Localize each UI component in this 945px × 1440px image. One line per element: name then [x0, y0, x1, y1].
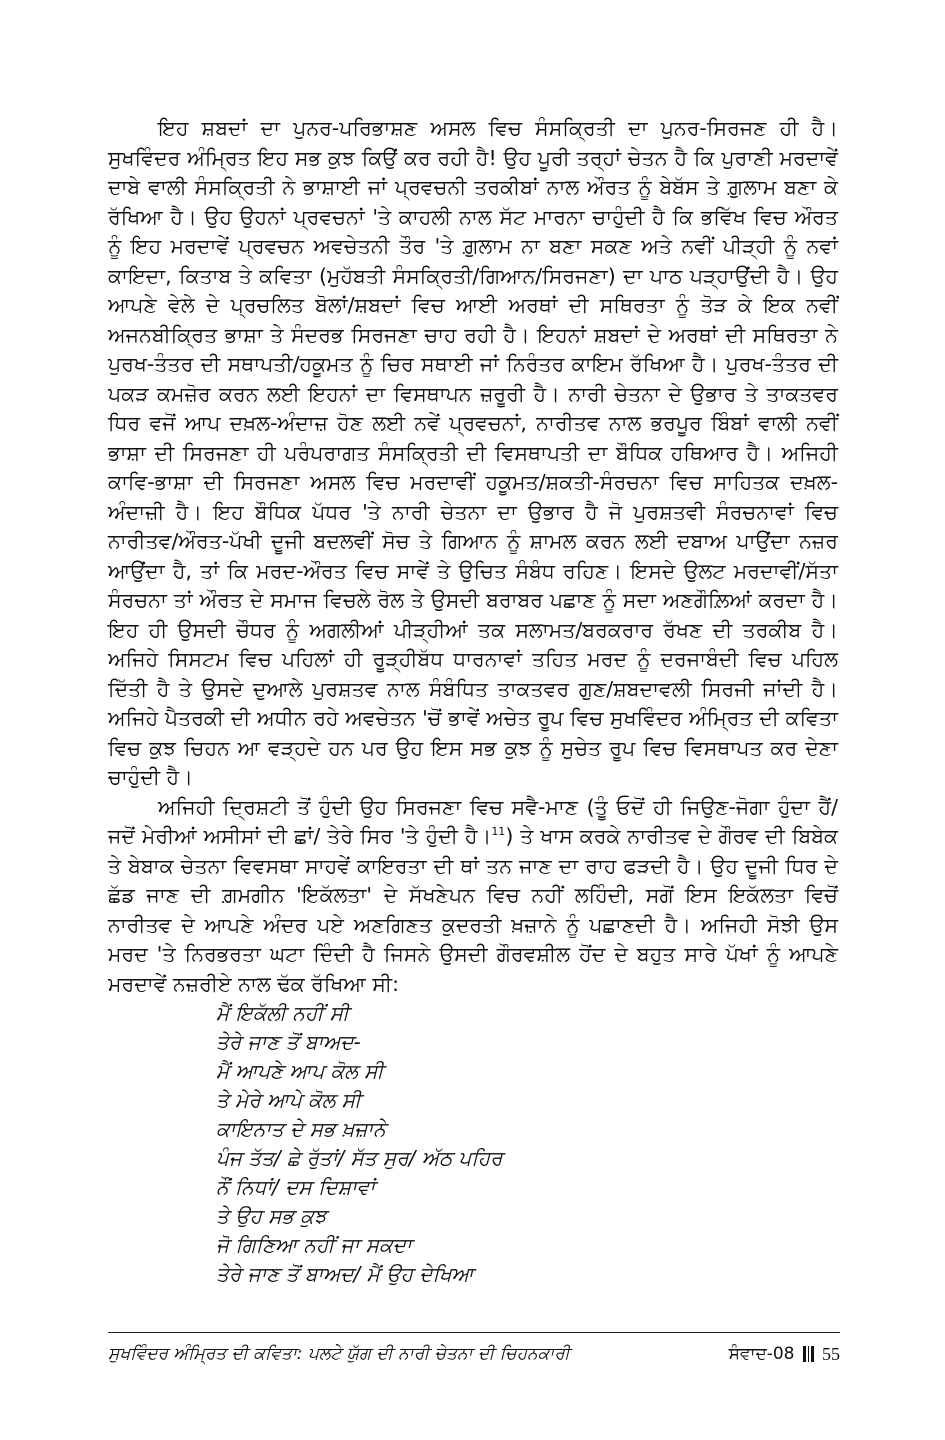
- footnote-ref[interactable]: 11: [491, 825, 506, 839]
- paragraph-1: ਇਹ ਸ਼ਬਦਾਂ ਦਾ ਪੁਨਰ-ਪਰਿਭਾਸ਼ਣ ਅਸਲ ਵਿਚ ਸੰਸਕ੍ਰਿਤੀ ਦਾ ਪੁਨਰ-ਸਿਰਜਣ ਹੀ ਹੈ। ਸੁਖਵਿੰਦਰ ਅੰਮ੍ਰਿਤ ਇਹ ਸਭ ਕੁਝ ਕਿਉਂ ਕਰ ਰਹੀ ਹੈ! ਉਹ ਪੂਰੀ ਤਰ੍ਹਾਂ ਚੇਤਨ ਹੈ ਕਿ ਪੁਰਾਣੀ ਮਰਦਾਵੇਂ ਦਾਬੇ ਵਾਲੀ ਸੰਸਕ੍ਰਿਤੀ ਨੇ ਭਾਸ਼ਾਈ ਜਾਂ ਪ੍ਰਵਚਨੀ ਤਰਕੀਬਾਂ ਨਾਲ ਔਰਤ ਨੂੰ ਬੇਬੱਸ ਤੇ ਗ਼ੁਲਾਮ ਬਣਾ ਕੇ ਰੱਖਿਆ ਹੈ। ਉਹ ਉਹਨਾਂ ਪ੍ਰਵਚਨਾਂ 'ਤੇ ਕਾਹਲੀ ਨਾਲ ਸੱਟ ਮਾਰਨਾ ਚਾਹੁੰਦੀ ਹੈ ਕਿ ਭਵਿੱਖ ਵਿਚ ਔਰਤ ਨੂੰ ਇਹ ਮਰਦਾਵੇਂ ਪ੍ਰਵਚਨ ਅਵਚੇਤਨੀ ਤੌਰ 'ਤੇ ਗ਼ੁਲਾਮ ਨਾ ਬਣਾ ਸਕਣ ਅਤੇ ਨਵੀਂ ਪੀੜ੍ਹੀ ਨੂੰ ਨਵਾਂ ਕਾਇਦਾ, ਕਿਤਾਬ ਤੇ ਕਵਿਤਾ (ਮੁਹੱਬਤੀ ਸੰਸਕ੍ਰਿਤੀ/ਗਿਆਨ/ਸਿਰਜਣਾ) ਦਾ ਪਾਠ ਪੜ੍ਹਾਉਂਦੀ ਹੈ। ਉਹ ਆਪਣੇ ਵੇਲੇ ਦੇ ਪ੍ਰਚਲਿਤ ਬੋਲਾਂ/ਸ਼ਬਦਾਂ ਵਿਚ ਆਈ ਅਰਥਾਂ ਦੀ ਸਥਿਰਤਾ ਨੂੰ ਤੋੜ ਕੇ ਇਕ ਨਵੀਂ ਅਜਨਬੀਕ੍ਰਿਤ ਭਾਸ਼ਾ ਤੇ ਸੰਦਰਭ ਸਿਰਜਣਾ ਚਾਹ ਰਹੀ ਹੈ। ਇਹਨਾਂ ਸ਼ਬਦਾਂ ਦੇ ਅਰਥਾਂ ਦੀ ਸਥਿਰਤਾ ਨੇ ਪੁਰਖ-ਤੰਤਰ ਦੀ ਸਥਾਪਤੀ/ਹਕੂਮਤ ਨੂੰ ਚਿਰ ਸਥਾਈ ਜਾਂ ਨਿਰੰਤਰ ਕਾਇਮ ਰੱਖਿਆ ਹੈ। ਪੁਰਖ-ਤੰਤਰ ਦੀ ਪਕੜ ਕਮਜ਼ੋਰ ਕਰਨ ਲਈ ਇਹਨਾਂ ਦਾ ਵਿਸਥਾਪਨ ਜ਼ਰੂਰੀ ਹੈ। ਨਾਰੀ ਚੇਤਨਾ ਦੇ ਉਭਾਰ ਤੇ ਤਾਕਤਵਰ ਧਿਰ ਵਜੋਂ ਆਪ ਦਖ਼ਲ-ਅੰਦਾਜ਼ ਹੋਣ ਲਈ ਨਵੇਂ ਪ੍ਰਵਚਨਾਂ, ਨਾਰੀਤਵ ਨਾਲ ਭਰਪੂਰ ਬਿੰਬਾਂ ਵਾਲੀ ਨਵੀਂ ਭਾਸ਼ਾ ਦੀ ਸਿਰਜਣਾ ਹੀ ਪਰੰਪਰਾਗਤ ਸੰਸਕ੍ਰਿਤੀ ਦੀ ਵਿਸਥਾਪਤੀ ਦਾ ਬੌਧਿਕ ਹਥਿਆਰ ਹੈ। ਅਜਿਹੀ ਕਾਵਿ-ਭਾਸ਼ਾ ਦੀ ਸਿਰਜਣਾ ਅਸਲ ਵਿਚ ਮਰਦਾਵੀਂ ਹਕੂਮਤ/ਸ਼ਕਤੀ-ਸੰਰਚਨਾ ਵਿਚ ਸਾਹਿਤਕ ਦਖ਼ਲ-ਅੰਦਾਜ਼ੀ ਹੈ। ਇਹ ਬੌਧਿਕ ਪੱਧਰ 'ਤੇ ਨਾਰੀ ਚੇਤਨਾ ਦਾ ਉਭਾਰ ਹੈ ਜੋ ਪੁਰਸ਼ਤਵੀ ਸੰਰਚਨਾਵਾਂ ਵਿਚ ਨਾਰੀਤਵ/ਔਰਤ-ਪੱਖੀ ਦੂਜੀ ਬਦਲਵੀਂ ਸੋਚ ਤੇ ਗਿਆਨ ਨੂੰ ਸ਼ਾਮਲ ਕਰਨ ਲਈ ਦਬਾਅ ਪਾਉਂਦਾ ਨਜ਼ਰ ਆਉਂਦਾ ਹੈ, ਤਾਂ ਕਿ ਮਰਦ-ਔਰਤ ਵਿਚ ਸਾਵੇਂ ਤੇ ਉਚਿਤ ਸੰਬੰਧ ਰਹਿਣ। ਇਸਦੇ ਉਲਟ ਮਰਦਾਵੀਂ/ਸੱਤਾ ਸੰਰਚਨਾ ਤਾਂ ਔਰਤ ਦੇ ਸਮਾਜ ਵਿਚਲੇ ਰੋਲ ਤੇ ਉਸਦੀ ਬਰਾਬਰ ਪਛਾਣ ਨੂੰ ਸਦਾ ਅਣਗੌਲ਼ਿਆਂ ਕਰਦਾ ਹੈ। ਇਹ ਹੀ ਉਸਦੀ ਚੌਧਰ ਨੂੰ ਅਗਲੀਆਂ ਪੀੜ੍ਹੀਆਂ ਤਕ ਸਲਾਮਤ/ਬਰਕਰਾਰ ਰੱਖਣ ਦੀ ਤਰਕੀਬ ਹੈ। ਅਜਿਹੇ ਸਿਸਟਮ ਵਿਚ ਪਹਿਲਾਂ ਹੀ ਰੂੜ੍ਹੀਬੱਧ ਧਾਰਨਾਵਾਂ ਤਹਿਤ ਮਰਦ ਨੂੰ ਦਰਜਾਬੰਦੀ ਵਿਚ ਪਹਿਲ ਦਿੱਤੀ ਹੈ ਤੇ ਉਸਦੇ ਦੁਆਲੇ ਪੁਰਸ਼ਤਵ ਨਾਲ ਸੰਬੰਧਿਤ ਤਾਕਤਵਰ ਗੁਣ/ਸ਼ਬਦਾਵਲੀ ਸਿਰਜੀ ਜਾਂਦੀ ਹੈ। ਅਜਿਹੇ ਪੈਤਰਕੀ ਦੀ ਅਧੀਨ ਰਹੇ ਅਵਚੇਤਨ 'ਚੋਂ ਭਾਵੇਂ ਅਚੇਤ ਰੂਪ ਵਿਚ ਸੁਖਵਿੰਦਰ ਅੰਮ੍ਰਿਤ ਦੀ ਕਵਿਤਾ ਵਿਚ ਕੁਝ ਚਿਹਨ ਆ ਵੜ੍ਹਦੇ ਹਨ ਪਰ ਉਹ ਇਸ ਸਭ ਕੁਝ ਨੂੰ ਸੁਚੇਤ ਰੂਪ ਵਿਚ ਵਿਸਥਾਪਤ ਕਰ ਦੇਣਾ ਚਾਹੁੰਦੀ ਹੈ।: [108, 116, 838, 789]
- poem-line: ਮੈਂ ਆਪਣੇ ਆਪ ਕੋਲ ਸੀ: [216, 1059, 384, 1083]
- running-title: ਸੁਖਵਿੰਦਰ ਅੰਮ੍ਰਿਤ ਦੀ ਕਵਿਤਾ: ਪਲਟੇ ਯੁੱਗ ਦੀ ਨਾਰੀ ਚੇਤਨਾ ਦੀ ਚਿਹਨਕਾਰੀ: [108, 1344, 570, 1364]
- paragraph-2-text-a: ਅਜਿਹੀ ਦ੍ਰਿਸ਼ਟੀ ਤੋਂ ਹੁੰਦੀ ਉਹ ਸਿਰਜਣਾ ਵਿਚ ਸਵੈ-ਮਾਣ (ਤੂੰ ਓਦੋਂ ਹੀ ਜਿਉਣ-ਜੋਗਾ ਹੁੰਦਾ ਹੈਂ/ ਜਦੋਂ ਮੇਰੀਆਂ ਅਸੀਸਾਂ ਦੀ ਛਾਂ/ ਤੇਰੇ ਸਿਰ 'ਤੇ ਹੁੰਦੀ ਹੈ।: [108, 794, 838, 848]
- poem-line: ਤੇਰੇ ਜਾਣ ਤੋਂ ਬਾਅਦ-: [216, 1030, 361, 1054]
- page-number: 55: [822, 1343, 840, 1364]
- journal-name: ਸੰਵਾਦ-08: [728, 1344, 795, 1364]
- footer-right: [729, 1344, 840, 1365]
- poem-line: ਤੇ ਮੇਰੇ ਆਪੇ ਕੋਲ ਸੀ: [216, 1088, 361, 1112]
- paragraph-2: [108, 793, 838, 1000]
- poem-line: ਤੇ ਉਹ ਸਭ ਕੁਝ: [216, 1204, 327, 1228]
- poem-line: ਤੇਰੇ ਜਾਣ ਤੋਂ ਬਾਅਦ/ ਮੈਂ ਉਹ ਦੇਖਿਆ: [216, 1262, 474, 1286]
- poem-line: ਜੋ ਗਿਣਿਆ ਨਹੀਂ ਜਾ ਸਕਦਾ: [216, 1233, 412, 1257]
- footer-rule: [108, 1332, 840, 1333]
- poem-line: ਪੰਜ ਤੱਤ/ ਛੇ ਰੁੱਤਾਂ/ ਸੱਤ ਸੁਰ/ ਅੱਠ ਪਹਿਰ: [216, 1146, 503, 1170]
- paragraph-2-text-b: ) ਤੇ ਖਾਸ ਕਰਕੇ ਨਾਰੀਤਵ ਦੇ ਗੌਰਵ ਦੀ ਬਿਬੇਕ ਤੇ ਬੇਬਾਕ ਚੇਤਨਾ ਵਿਵਸਥਾ ਸਾਹਵੇਂ ਕਾਇਰਤਾ ਦੀ ਥਾਂ ਤਨ ਜਾਣ ਦਾ ਰਾਹ ਫੜਦੀ ਹੈ। ਉਹ ਦੂਜੀ ਧਿਰ ਦੇ ਛੱਡ ਜਾਣ ਦੀ ਗ਼ਮਗੀਨ 'ਇਕੱਲਤਾ' ਦੇ ਸੱਖਣੇਪਨ ਵਿਚ ਨਹੀਂ ਲਹਿੰਦੀ, ਸਗੋਂ ਇਸ ਇਕੱਲਤਾ ਵਿਚੋਂ ਨਾਰੀਤਵ ਦੇ ਆਪਣੇ ਅੰਦਰ ਪਏ ਅਣਗਿਣਤ ਕੁਦਰਤੀ ਖ਼ਜ਼ਾਨੇ ਨੂੰ ਪਛਾਣਦੀ ਹੈ। ਅਜਿਹੀ ਸੋਝੀ ਉਸ ਮਰਦ 'ਤੇ ਨਿਰਭਰਤਾ ਘਟਾ ਦਿੰਦੀ ਹੈ ਜਿਸਨੇ ਉਸਦੀ ਗੌਰਵਸ਼ੀਲ ਹੋਂਦ ਦੇ ਬਹੁਤ ਸਾਰੇ ਪੱਖਾਂ ਨੂੰ ਆਪਣੇ ਮਰਦਾਵੇਂ ਨਜ਼ਰੀਏ ਨਾਲ ਢੱਕ ਰੱਖਿਆ ਸੀ:: [108, 824, 838, 996]
- page-footer: [108, 1340, 840, 1368]
- poem-block: [108, 999, 838, 1289]
- poem-line: ਨੌਂ ਨਿਧਾਂ/ ਦਸ ਦਿਸ਼ਾਵਾਂ: [216, 1175, 375, 1199]
- bars-icon: [803, 1346, 815, 1362]
- page-body: [108, 114, 838, 1289]
- poem-line: ਕਾਇਨਾਤ ਦੇ ਸਭ ਖ਼ਜ਼ਾਨੇ: [216, 1117, 386, 1141]
- poem-line: ਮੈਂ ਇਕੱਲੀ ਨਹੀਂ ਸੀ: [216, 1001, 349, 1025]
